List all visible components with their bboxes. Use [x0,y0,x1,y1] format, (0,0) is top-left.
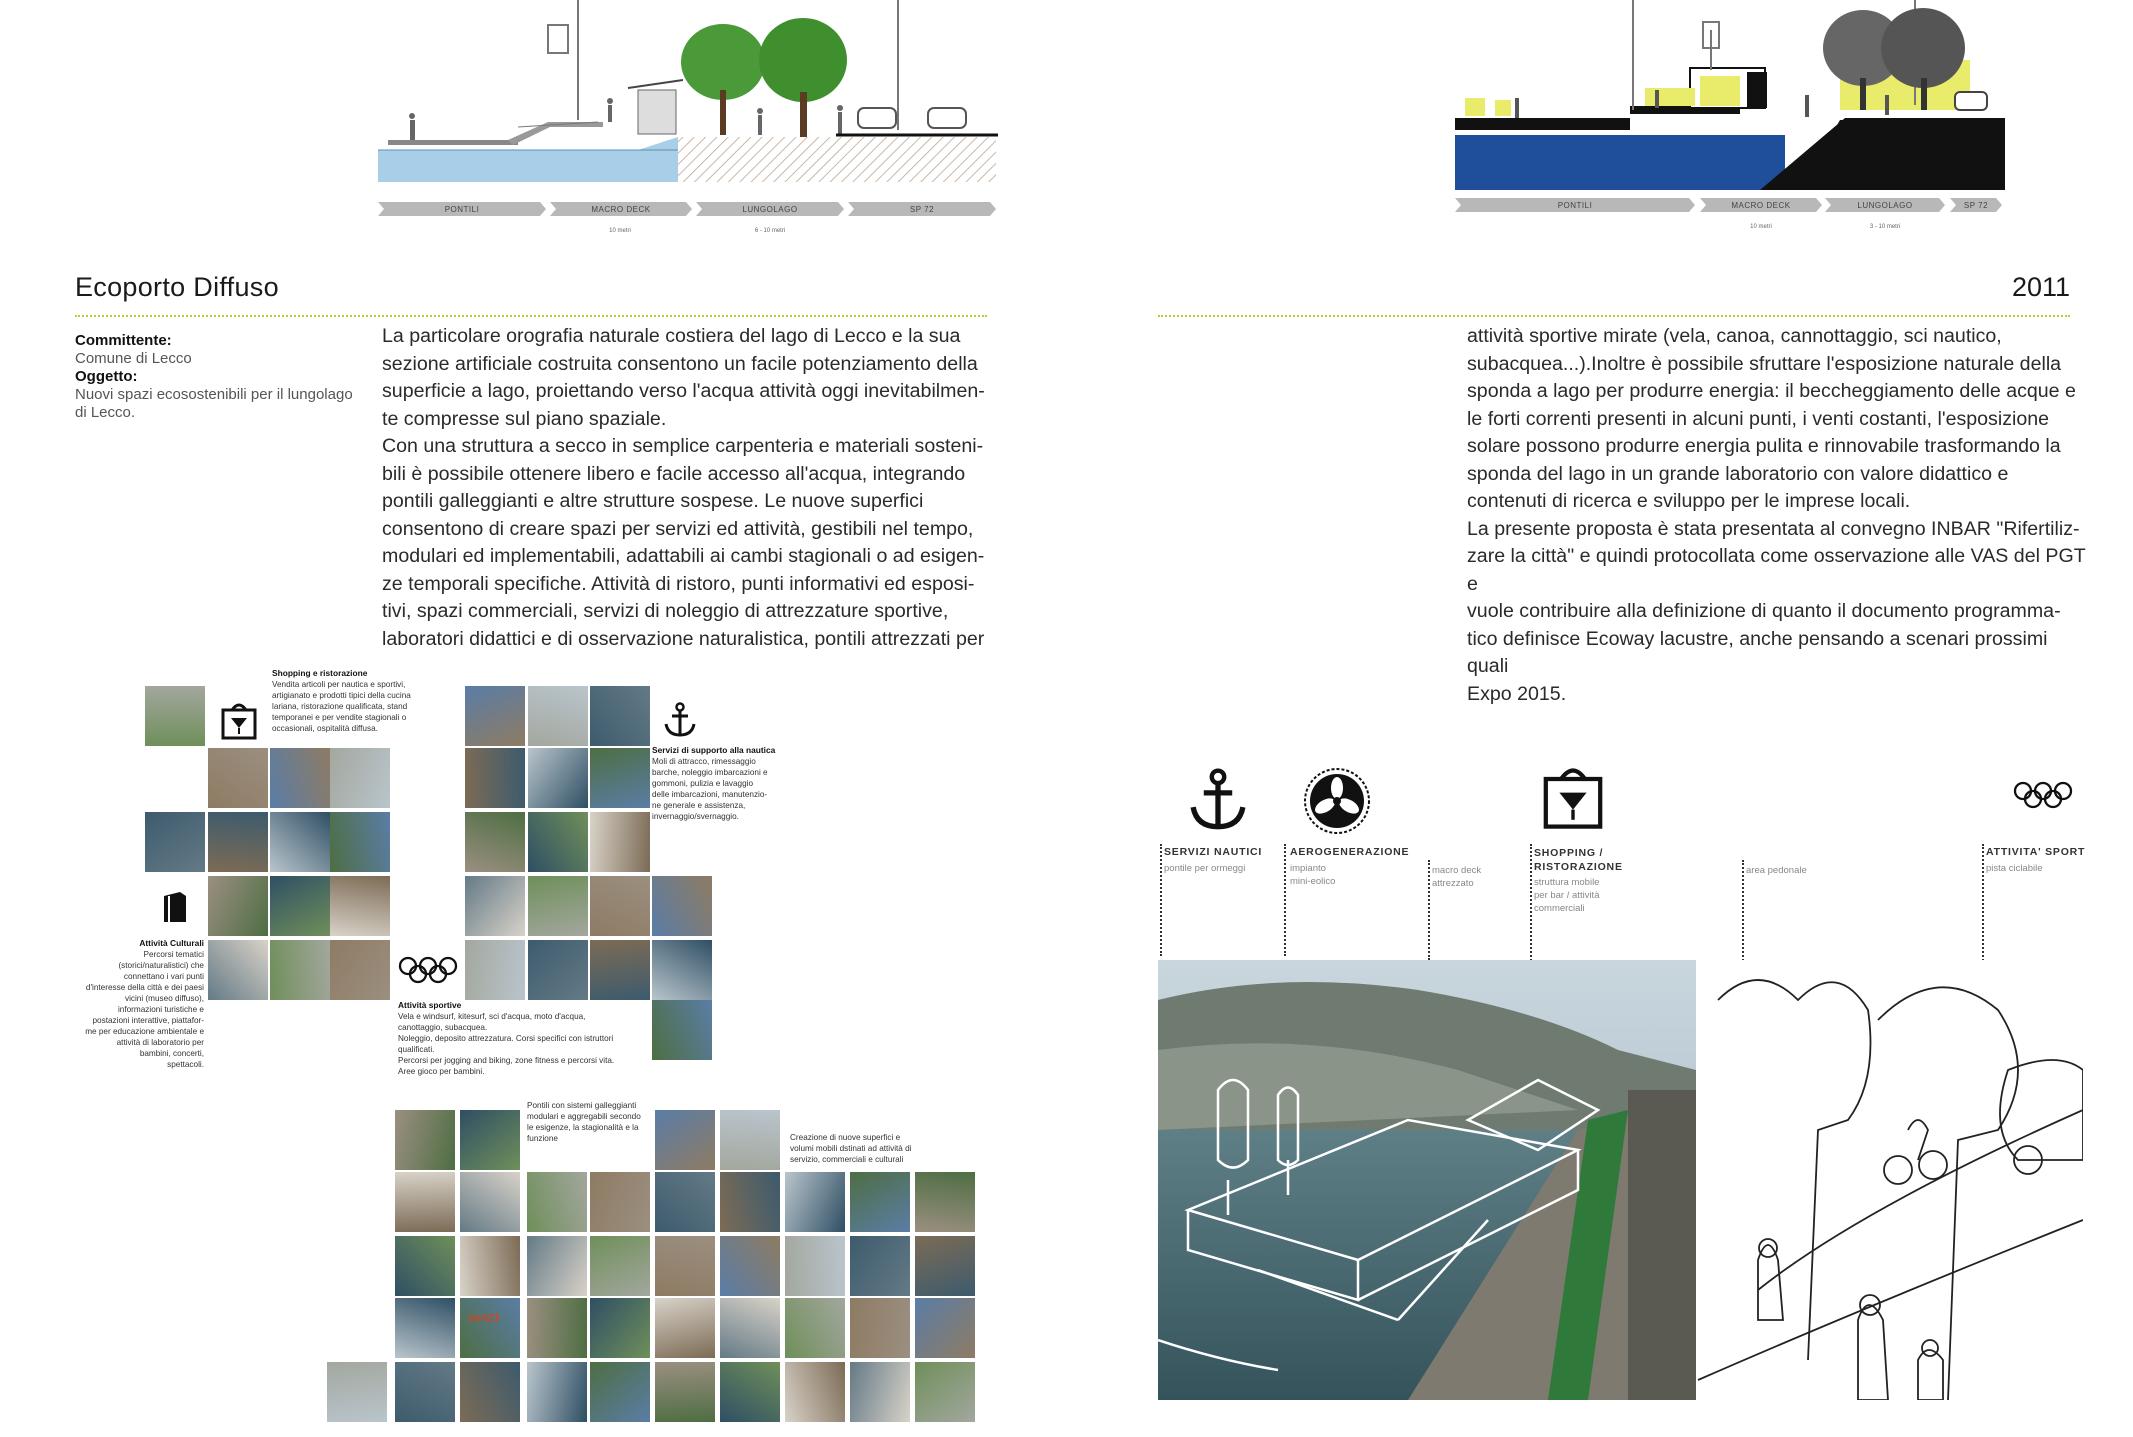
photo-tile [330,748,390,808]
photo-tile [460,1110,520,1170]
photo-tile [652,1000,712,1060]
caption-title: Attività sportive [398,1000,462,1010]
lakefront-rendering [1158,960,2083,1400]
photo-tile [460,1172,520,1232]
caption-line: bambini, concerti, [139,1049,204,1058]
caption-line: Vendita articoli per nautica e sportivi, [272,680,406,689]
caption-line: d'interesse della città e dei paesi [85,983,204,992]
photo-tile [528,812,588,872]
photo-tile [460,1362,520,1422]
sub-line: attrezzato [1432,878,1474,889]
concept-illustration [1150,740,2090,1430]
photo-tile [270,940,330,1000]
section-bar-label: PONTILI [444,205,480,214]
photo-tile [590,748,650,808]
photo-tile [720,1362,780,1422]
text-line: consentono di creare spazi per servizi ed attività, gestibili nel tempo, [382,517,974,540]
text-line: tico definisce Ecoway lacustre, anche pensando a scenari prossimi quali [1467,627,2048,677]
photo-tile [208,940,268,1000]
photo-tile [652,940,712,1000]
section-bar-sublabel: 10 metri [1750,224,1772,230]
photo-tile [850,1236,910,1296]
text-line: sponda a lago per produrre energia: il beccheggiamento delle acque e [1467,380,2076,402]
photo-tile [590,1298,650,1358]
photo-tile [850,1298,910,1358]
photo-tile [395,1298,455,1358]
caption-line: Aree gioco per bambini. [398,1067,485,1076]
label-attivita-sport: ATTIVITA' SPORT [1986,846,2086,858]
caption-line: canottaggio, subacquea. [398,1023,488,1032]
photo-tile [655,1172,715,1232]
volumi-caption [790,1132,940,1165]
text-line: Expo 2015. [1467,682,1567,705]
photo-tile [915,1236,975,1296]
photo-tile [915,1362,975,1422]
leader-line [1428,860,1430,960]
right-body-text [1467,323,2087,708]
photo-tile [528,748,588,808]
shopping-bag-icon [1540,762,1606,830]
caption-line: me per educazione ambientale e [85,1027,204,1036]
caption-line: le esigenze, la stagionalità e la [527,1123,639,1132]
photo-tile [527,1236,587,1296]
text-line: ze temporali specifiche. Attività di ristoro, punti informativi ed esposi- [382,572,975,595]
photo-tile [465,940,525,1000]
caption-line: ne generale e assistenza, [652,801,746,810]
caption-title: Shopping e ristorazione [272,668,368,678]
photo-tile [528,940,588,1000]
text-line: solare possono produrre energia pulita e rinnovabile trasformando la [1467,435,2061,457]
text-line: bili è possibile ottenere libero e facile accesso all'acqua, integrando [382,462,966,485]
photo-tile [655,1298,715,1358]
caption-title: Servizi di supporto alla nautica [652,745,776,755]
caption-line: occasionali, ospitalità diffusa. [272,724,378,733]
label-servizi-nautici: SERVIZI NAUTICI [1164,846,1263,858]
text-line: tivi, spazi commerciali, servizi di noleggio di attrezzature sportive, [382,600,949,622]
sub-shopping [1534,876,1599,915]
sub-line: struttura mobile [1534,877,1600,888]
text-line: sezione artificiale costruita consentono un facile potenziamento della [382,352,978,375]
project-title: Ecoporto Diffuso [75,272,279,302]
caption-line: Percorsi tematici [143,950,204,959]
text-line: modulari ed implementabili, adattabili ai cambi stagionali o ad esigen- [382,545,985,567]
caption-line: Percorsi per jogging and biking, zone fitness e percorsi vita. [398,1056,615,1065]
sub-servizi-nautici: pontile per ormeggi [1164,863,1246,874]
section-bar-sublabel: 3 - 10 metri [1869,224,1901,230]
photo-tile [590,812,650,872]
shopping-bag-icon [220,700,258,740]
photo-tile [785,1362,845,1422]
photo-tile [527,1172,587,1232]
caption-line: artigianato e prodotti tipici della cucina [272,691,411,700]
text-line: le forti correnti presenti in alcuni punti, i venti costanti, l'esposizione [1467,407,2050,430]
leader-line [1284,844,1286,956]
sub-line: macro deck [1432,865,1482,876]
photo-tile [720,1110,780,1170]
photo-tile [460,1298,520,1358]
text-line: superficie a lago, proiettando verso l'acqua attività oggi inevitabilmen- [382,380,985,402]
wind-turbine-icon [1302,766,1372,836]
text-line: contenuti di ricerca e sviluppo per le imprese locali. [1467,490,1911,512]
photo-tile [785,1298,845,1358]
anchor-icon [1186,768,1250,832]
section-bar-sublabel: 10 metri [609,228,631,234]
photo-tile [720,1172,780,1232]
sub-macro-deck [1432,864,1481,890]
photo-tile [785,1172,845,1232]
nautica-caption [652,745,802,822]
sub-line: mini-eolico [1290,876,1336,887]
caption-line: barche, noleggio imbarcazioni e [652,768,768,777]
photo-tile [720,1236,780,1296]
caption-line: lariana, ristorazione qualificata, stand [272,702,408,711]
caption-title: Attività Culturali [139,938,204,948]
label-shopping [1534,846,1623,874]
caption-line: volumi mobili dstinati ad attività di [790,1144,912,1153]
photo-tile [395,1236,455,1296]
sub-line: impianto [1290,863,1326,874]
photo-tile [655,1110,715,1170]
photo-tile [720,1298,780,1358]
text-line: attività sportive mirate (vela, canoa, cannottaggio, sci nautico, [1467,325,2002,347]
photo-tile [460,1236,520,1296]
sub-area-pedonale: area pedonale [1746,865,1807,876]
caption-line: Noleggio, deposito attrezzatura. Corsi specifici con istruttori [398,1034,614,1043]
photo-tile [208,812,268,872]
label-line: SHOPPING / [1534,847,1604,859]
caption-line: postazioni interattive, piattafor- [92,1016,204,1025]
photo-tile [327,1362,387,1422]
photo-tile [915,1298,975,1358]
photo-tile [330,812,390,872]
section-bar-label: LUNGOLAGO [1857,201,1913,210]
client-label: Committente: [75,332,172,349]
photo-tile [590,1172,650,1232]
photo-tile [590,1362,650,1422]
photo-tile [330,876,390,936]
culture-caption [60,938,204,1070]
caption-line: (storici/naturalistici) che [118,961,204,970]
caption-line: informazioni turistiche e [117,1005,204,1014]
sport-caption [398,1000,658,1077]
photo-tile [590,940,650,1000]
project-year: 2011 [2011,272,2070,302]
photo-tile [590,686,650,746]
anchor-icon [663,702,697,738]
sub-attivita-sport: pista ciclabile [1986,863,2043,874]
photo-tile [528,686,588,746]
photo-tile [395,1110,455,1170]
photo-tile [145,686,205,746]
text-line: laboratori didattici e di osservazione naturalistica, pontili attrezzati per [382,627,985,650]
photo-tile [785,1236,845,1296]
caption-line: delle imbarcazioni, manutenzio- [652,790,768,799]
text-line: zare la città" e quindi protocollata come osservazione alle VAS del PGT e [1467,545,2086,595]
photo-tile [270,876,330,936]
right-dotted-divider [1158,315,2070,317]
photo-tile [655,1362,715,1422]
photo-tile [655,1236,715,1296]
section-bar-label: SP 72 [909,205,935,214]
photo-tile [465,686,525,746]
photo-tile [208,876,268,936]
caption-line: connettano i vari punti [123,972,204,981]
photo-tile [465,748,525,808]
label-aerogenerazione: AEROGENERAZIONE [1290,846,1410,858]
object-value-line2: di Lecco. [75,404,136,421]
section-bar-label: MACRO DECK [591,205,651,214]
book-icon [160,890,190,924]
section-bar-label: PONTILI [1557,201,1593,210]
photo-tile [528,876,588,936]
pontili-caption [527,1100,657,1144]
caption-line: modulari e aggregabili secondo [527,1112,641,1121]
sub-line: per bar / attività [1534,890,1600,901]
leader-line [1530,844,1532,964]
photo-tile [395,1172,455,1232]
caption-line: Creazione di nuove superfici e [790,1133,901,1142]
caption-line: vicini (museo diffuso), [124,994,204,1003]
photo-tile [465,876,525,936]
section-bar-sublabel: 6 - 10 metri [754,228,786,234]
photo-tile [915,1172,975,1232]
photo-tile [208,748,268,808]
text-line: Con una struttura a secco in semplice carpenteria e materiali sosteni- [382,435,984,457]
section-bar-label: SP 72 [1963,201,1989,210]
caption-line: Vela e windsurf, kitesurf, sci d'acqua, moto d'acqua, [398,1012,586,1021]
photo-tile [145,812,205,872]
label-line: RISTORAZIONE [1534,861,1623,873]
leader-line [1160,844,1162,956]
photo-tile [652,876,712,936]
text-line: subacquea...).Inoltre è possibile sfruttare l'esposizione naturale della [1467,352,2062,375]
photo-tile [590,1236,650,1296]
sub-line: commerciali [1534,903,1585,914]
caption-line: attività di laboratorio per [116,1038,204,1047]
photo-tile [527,1362,587,1422]
caption-line: gommoni, pulizia e lavaggio [652,779,754,788]
olympic-rings-icon [2012,780,2074,810]
section-bar-label: MACRO DECK [1731,201,1791,210]
photo-tile [465,812,525,872]
photo-tile [850,1172,910,1232]
text-line: La presente proposta è stata presentata al convegno INBAR "Rifertiliz- [1467,517,2080,540]
text-line: pontili galleggianti e altre strutture sospese. Le nuove superfici [382,490,924,512]
client-value: Comune di Lecco [75,350,192,367]
right-section-drawing [1455,0,2025,240]
text-line: vuole contribuire alla definizione di quanto il documento programma- [1467,600,2061,622]
caption-line: temporanei e per vendite stagionali o [272,713,407,722]
caption-line: spettacoli. [167,1060,204,1069]
photo-mosaic [0,0,1066,1437]
sub-aerogenerazione [1290,862,1335,888]
sun21-caption: sun21 [468,1312,500,1324]
caption-line: Pontili con sistemi galleggianti [527,1101,637,1110]
photo-tile [270,748,330,808]
caption-line: Moli di attracco, rimessaggio [652,757,756,766]
text-line: sponda del lago in un grande laboratorio con valore didattico e [1467,462,2009,485]
photo-tile [527,1298,587,1358]
photo-tile [590,876,650,936]
photo-tile [395,1362,455,1422]
text-line: La particolare orografia naturale costiera del lago di Lecco e la sua [382,325,961,347]
text-line: te compresse sul piano spaziale. [382,407,667,430]
photo-tile [330,940,390,1000]
object-value-line1: Nuovi spazi ecosostenibili per il lungolago [75,386,353,403]
photo-tile [270,812,330,872]
caption-line: qualificati. [398,1045,435,1054]
section-bar-label: LUNGOLAGO [742,205,798,214]
caption-line: funzione [527,1134,558,1143]
olympic-rings-icon [398,955,458,985]
caption-line: invernaggio/svernaggio. [652,812,739,821]
shopping-caption [272,668,452,734]
object-label: Oggetto: [75,368,138,385]
caption-line: servizio, commerciali e culturali [790,1155,904,1164]
photo-tile [850,1362,910,1422]
